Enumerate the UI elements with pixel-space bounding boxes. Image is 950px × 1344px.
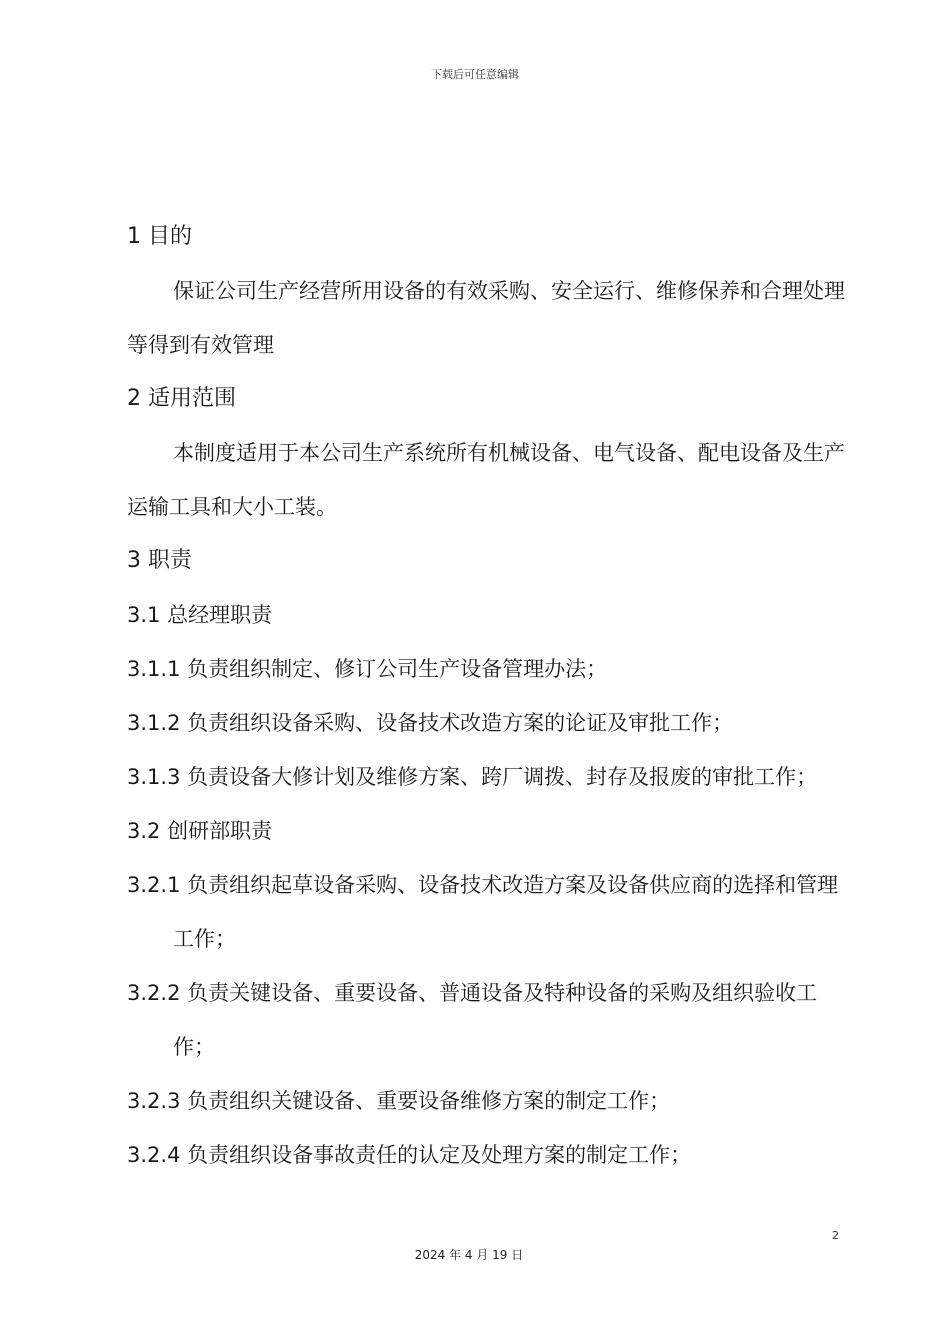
page-number: 2 — [832, 1229, 839, 1242]
document-body — [127, 210, 847, 1182]
list-item: 3.2.1 负责组织起草设备采购、设备技术改造方案及设备供应商的选择和管理工作； — [127, 873, 839, 951]
list-item: 3.1.1 负责组织制定、修订公司生产设备管理办法； — [127, 657, 608, 681]
section-heading-responsibilities: 3 职责 — [127, 548, 192, 573]
list-item: 3.2.3 负责组织关键设备、重要设备维修方案的制定工作； — [127, 1089, 671, 1113]
list-item: 3.2.4 负责组织设备事故责任的认定及处理方案的制定工作； — [127, 1143, 692, 1167]
section-heading-scope: 2 适用范围 — [127, 386, 236, 411]
list-item: 3.1.3 负责设备大修计划及维修方案、跨厂调拨、封存及报废的审批工作； — [127, 765, 818, 789]
section-paragraph-scope: 本制度适用于本公司生产系统所有机械设备、电气设备、配电设备及生产运输工具和大小工装。 — [127, 441, 845, 519]
section-paragraph-purpose: 保证公司生产经营所用设备的有效采购、安全运行、维修保养和合理处理等得到有效管理 — [127, 279, 845, 357]
subsection-heading-general-manager: 3.1 总经理职责 — [127, 603, 273, 627]
subsection-heading-rd-department: 3.2 创研部职责 — [127, 819, 273, 843]
footer-date: 2024 年 4 月 19 日 — [414, 1248, 524, 1262]
list-item: 3.1.2 负责组织设备采购、设备技术改造方案的论证及审批工作； — [127, 711, 734, 735]
section-heading-purpose: 1 目的 — [127, 224, 192, 249]
list-item: 3.2.2 负责关键设备、重要设备、普通设备及特种设备的采购及组织验收工作； — [127, 981, 818, 1059]
page-header: 下载后可任意编辑 — [431, 68, 519, 81]
